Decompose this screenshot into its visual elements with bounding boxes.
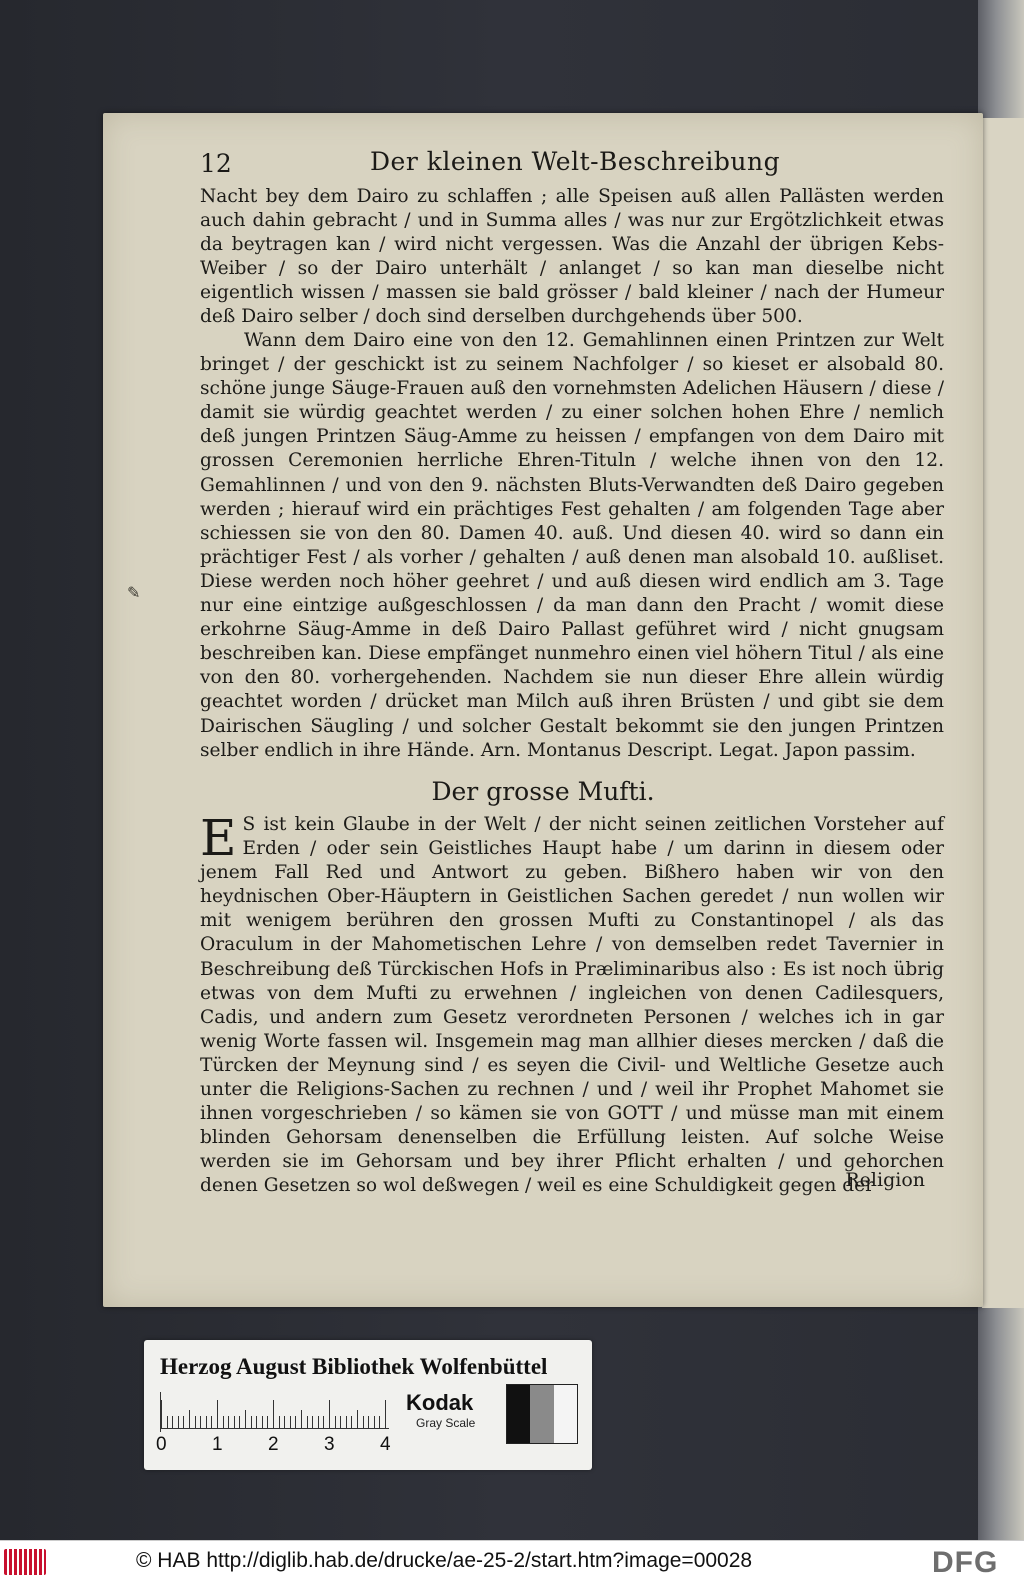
paragraph-1-text: Nacht bey dem Dairo zu schlaffen ; alle Speisen auß allen Pallästen werden auch dahin gebracht / und in Summa alles / was nur zur Ergötzlichkeit etwas da beytragen kan / wird nicht vergessen. Was die Anzahl der übrigen Kebs-Weiber / so der Dairo unterhält / anlanget / so kan man dieselbe nicht eigentlich wissen / massen sie bald grösser / bald kleiner / nach der Humeur deß Dairo selber / doch sind derselben durchgehends über 500. [200, 186, 944, 328]
ruler-tick [256, 1416, 257, 1428]
ruler-tick [295, 1416, 296, 1428]
ruler-tick [195, 1416, 196, 1428]
ruler-tick [223, 1416, 224, 1428]
ruler-number: 1 [212, 1434, 223, 1455]
ruler-tick [200, 1416, 201, 1428]
ruler-tick [379, 1416, 380, 1428]
gray-scale-label: Gray Scale [416, 1416, 476, 1430]
ruler-number: 0 [156, 1434, 167, 1455]
ruler-tick [206, 1416, 207, 1428]
adjacent-page-edge [982, 118, 1024, 1308]
ruler-tick [211, 1416, 212, 1428]
ruler-tick [323, 1416, 324, 1428]
paragraph-3 [200, 809, 944, 1199]
ruler-tick [284, 1416, 285, 1428]
ruler-tick [374, 1416, 375, 1428]
ruler-tick [340, 1416, 341, 1428]
ruler-tick [217, 1400, 218, 1428]
ruler-tick [363, 1416, 364, 1428]
ruler-number: 2 [268, 1434, 279, 1455]
ruler-tick [172, 1416, 173, 1428]
page-header [200, 147, 960, 183]
ruler-tick [189, 1410, 190, 1428]
ruler-tick [183, 1416, 184, 1428]
ruler-tick [234, 1416, 235, 1428]
ruler-tick [368, 1416, 369, 1428]
ruler-tick [329, 1400, 330, 1428]
paragraph-2-text: Wann dem Dairo eine von den 12. Gemahlinnen einen Printzen zur Welt bringet / der geschickt ist zu seinem Nachfolger / so kieset er alsobald 80. schöne junge Säuge-Frauen auß den vornehmsten Adelichen Häusern / diese / damit sie würdig geachtet werden / zu einer solchen hohen Ehre / nemlich deß jungen Printzen Säug-Amme zu heissen / empfangen von dem Dairo mit grossen Ceremonien herrliche Ehren-Tituln / welche ihnen von den 12. Gemahlinnen / und von den 9. nächsten Bluts-Verwandten deß Dairo gegeben werden ; hierauf wird ein prächtiges Fest gehalten / am folgenden Tage aber schiessen sie von den 80. Damen 40. auß. Und diesen 40. wird so dann ein prächtiger Fest / als vorher / gehalten / auß denen man alsobald 10. außliset. Diese werden noch höher geehret / und auß diesen wird endlich am 3. Tage nur eine eintzige außgeschlossen / da man dann den Pracht / womit diese erkohrne Säug-Amme in deß Dairo Pallast geführet wird / nicht gnugsam beschreiben kan. Diese empfänget nunmehro einen viel höhern Titul / als eine von den 80. vorhergehenden. Nachdem sie nun dieser Ehre allein würdig geachtet worden / drücket man Milch auß ihren Brüsten / und gibt sie dem Dairischen Säugling / und solcher Gestalt bekommt sie den jungen Printzen selber endlich in ihre Hände. Arn. Montanus Descript. Legat. Japon passim. [200, 330, 944, 761]
running-title: Der kleinen Welt-Beschreibung [370, 147, 781, 176]
page-number: 12 [200, 149, 232, 178]
ruler-tick [351, 1416, 352, 1428]
dfg-logo: DFG [932, 1546, 999, 1579]
ruler-tick [273, 1400, 274, 1428]
ruler-tick [318, 1416, 319, 1428]
ruler-tick [228, 1416, 229, 1428]
measurement-ruler [160, 1392, 389, 1432]
section-title: Der grosse Mufti. [431, 777, 655, 806]
ruler-tick [262, 1416, 263, 1428]
library-scale-card [144, 1340, 592, 1470]
ruler-tick [357, 1410, 358, 1428]
viewer-footer [0, 1540, 1024, 1583]
kodak-logo: Kodak [406, 1390, 474, 1415]
ruler-tick [267, 1416, 268, 1428]
ruler-tick [167, 1416, 168, 1428]
gray-patch [507, 1385, 530, 1443]
ruler-tick [279, 1416, 280, 1428]
catchword: Religion [845, 1169, 925, 1191]
gray-patch [530, 1385, 553, 1443]
ruler-tick [335, 1416, 336, 1428]
ruler-tick [307, 1416, 308, 1428]
paragraph-2 [200, 329, 944, 763]
ruler-tick [385, 1400, 386, 1428]
ruler-tick [178, 1416, 179, 1428]
ruler-tick [290, 1416, 291, 1428]
copyright-link[interactable]: © HAB http://diglib.hab.de/drucke/ae-25-2/start.htm?image=00028 [136, 1549, 753, 1572]
ruler-number: 3 [324, 1434, 335, 1455]
ruler-numbers [156, 1434, 396, 1456]
ruler-tick [346, 1416, 347, 1428]
hab-logo-icon [4, 1549, 46, 1575]
ruler-baseline [161, 1428, 389, 1429]
gray-scale-patches [506, 1384, 578, 1444]
ruler-tick [245, 1410, 246, 1428]
drop-cap: E [200, 809, 237, 867]
gray-patch [554, 1385, 577, 1443]
library-name: Herzog August Bibliothek Wolfenbüttel [160, 1354, 548, 1379]
margin-mark-icon: ✎ [127, 583, 141, 602]
ruler-tick [312, 1416, 313, 1428]
paragraph-3-text: S ist kein Glaube in der Welt / der nicht seinen zeitlichen Vorsteher auf Erden / oder sein Geistliches Haupt habe / um darinn in diesem oder jenem Fall Red und Antwort zu geben. Bißhero haben wir von den heydnischen Ober-Häuptern in Geistlichen Sachen geredet / nun wollen wir mit wenigem berühren den grossen Mufti zu Constantinopel / als das Oraculum in der Mahometischen Lehre / von demselben redet Tavernier in Beschreibung deß Türckischen Hofs in Præliminaribus also : Es ist noch übrig etwas von dem Mufti zu erwehnen / ingleichen von denen Cadilesquers, Cadis, und andern zum Gesetz verordneten Personen / welches ich in gar wenig Worte fassen wil. Insgemein mag man allhier dieses mercken / daß die Türcken der Meynung sind / es seyen die Civil- und Weltliche Gesetze auch unter die Religions-Sachen zu rechnen / und / weil ihr Prophet Mahomet sie ihnen vorgeschrieben / so kämen sie von GOTT / und müsse man mit einem blinden Gehorsam denenselben die Erfüllung leisten. Auf solche Weise werden sie im Gehorsam und bey ihrer Pflicht erhalten / und gehorchen denen Gesetzen so wol deßwegen / weil es eine Schuldigkeit gegen der [200, 814, 944, 1197]
ruler-tick [161, 1400, 162, 1428]
ruler-tick [239, 1416, 240, 1428]
book-page [103, 113, 983, 1307]
ruler-tick [301, 1410, 302, 1428]
paragraph-1 [200, 185, 944, 330]
ruler-tick [251, 1416, 252, 1428]
ruler-number: 4 [380, 1434, 391, 1455]
